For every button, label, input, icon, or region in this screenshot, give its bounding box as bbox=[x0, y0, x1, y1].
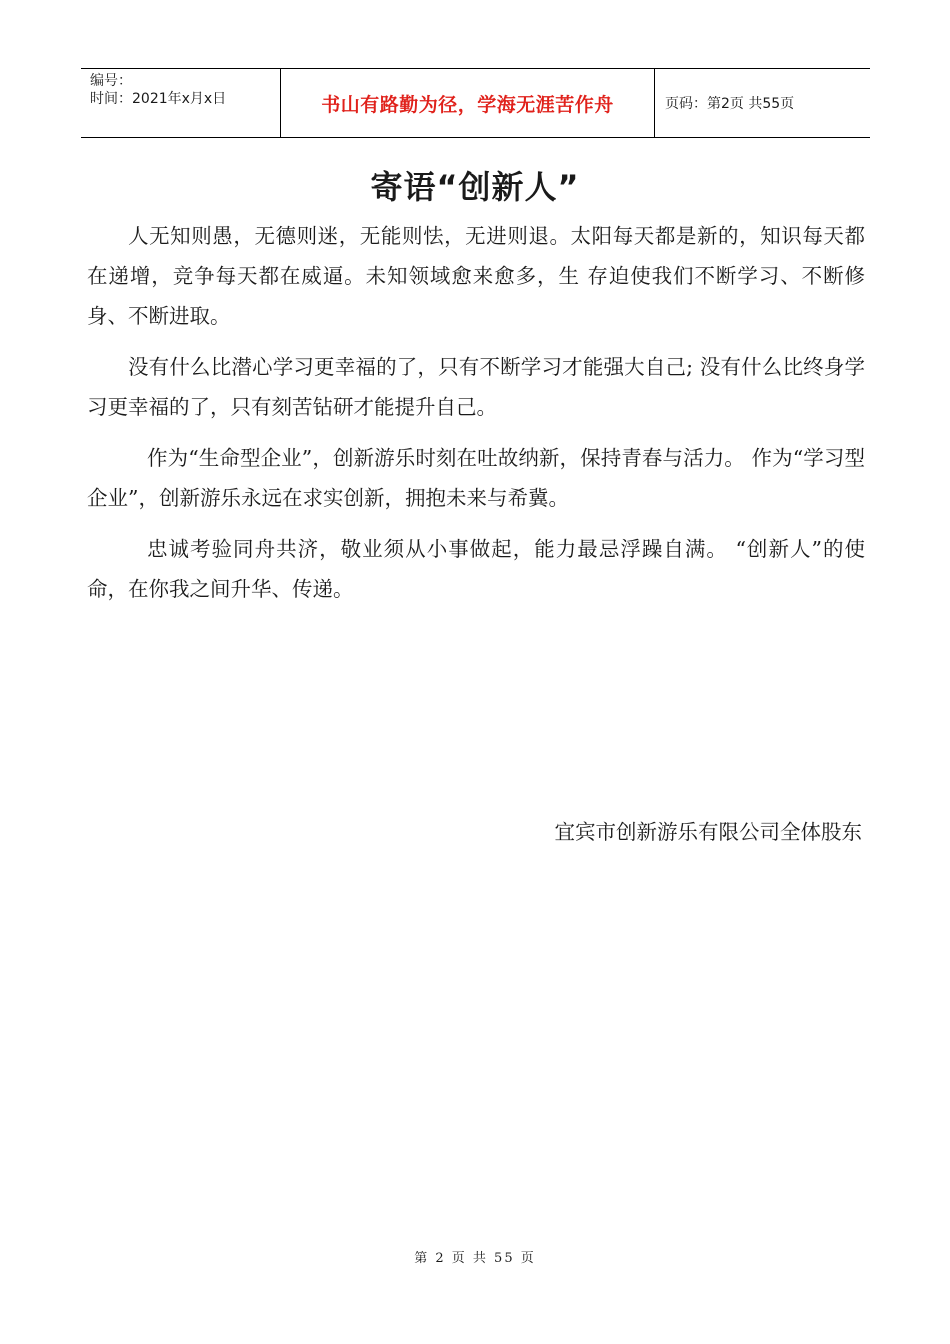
body-paragraph: 作为“生命型企业”，创新游乐时刻在吐故纳新，保持青春与活力。 作为“学习型企业”，创新游乐永远在求实创新，拥抱未来与希冀。 bbox=[87, 446, 865, 510]
page-footer: 第 2 页 共 55 页 bbox=[414, 1251, 536, 1266]
header-motto-cell bbox=[281, 69, 655, 137]
document-number-label: 编号： bbox=[90, 73, 132, 89]
document-title: 寄语“创新人” bbox=[370, 168, 580, 206]
header-meta-cell bbox=[81, 69, 281, 137]
header-motto: 书山有路勤为径，学海无涯苦作舟 bbox=[321, 93, 614, 116]
body-paragraph: 没有什么比潜心学习更幸福的了，只有不断学习才能强大自己; 没有什么比终身学习更幸福的了，只有刻苦钻研才能提升自己。 bbox=[87, 355, 865, 419]
document-date-label: 时间：2021年x月x日 bbox=[90, 91, 227, 107]
header-page-info: 页码：第2页 共55页 bbox=[665, 96, 795, 112]
header-page-cell bbox=[655, 69, 870, 137]
document-header bbox=[81, 68, 870, 138]
document-body bbox=[87, 216, 865, 620]
document-signature: 宜宾市创新游乐有限公司全体股东 bbox=[554, 820, 862, 844]
body-paragraph: 忠诚考验同舟共济，敬业须从小事做起，能力最忌浮躁自满。 “创新人”的使命，在你我之间升华、传递。 bbox=[87, 537, 865, 601]
body-paragraph: 人无知则愚，无德则迷，无能则怯，无进则退。太阳每天都是新的，知识每天都在递增，竞争每天都在威逼。未知领域愈来愈多，生 存迫使我们不断学习、不断修身、不断进取。 bbox=[87, 224, 865, 328]
